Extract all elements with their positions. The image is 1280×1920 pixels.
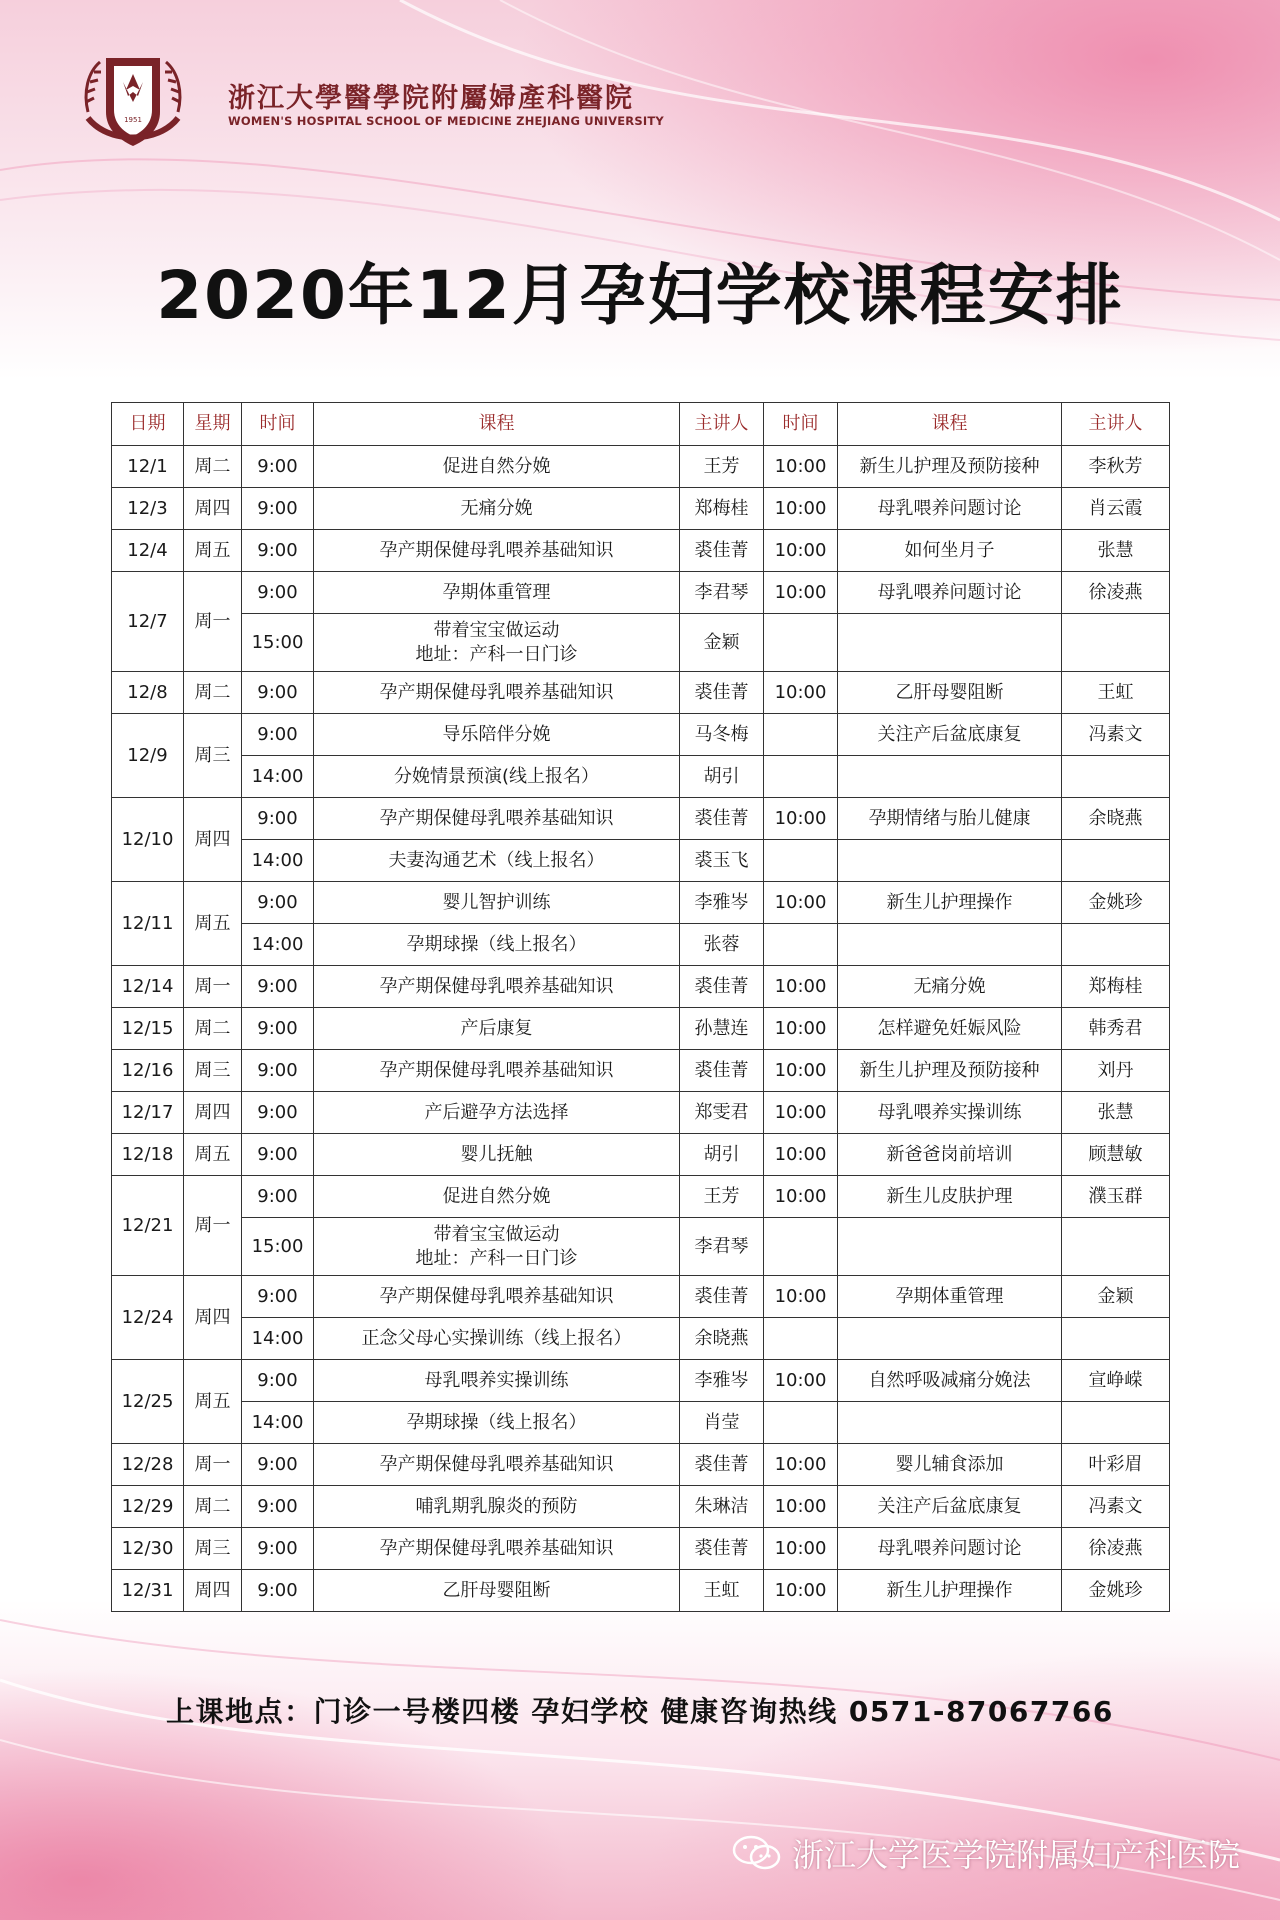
date-cell: 12/15: [112, 1008, 184, 1050]
date-cell: 12/24: [112, 1276, 184, 1360]
time-cell-1: 14:00: [242, 924, 314, 966]
table-row: [112, 530, 1170, 572]
course-cell-2: [838, 756, 1062, 798]
time-cell-2: 10:00: [764, 798, 838, 840]
weekday-cell: 周一: [184, 1176, 242, 1276]
lecturer-cell-1: 裘佳菁: [680, 966, 764, 1008]
date-cell: 12/7: [112, 572, 184, 672]
time-cell-1: 9:00: [242, 1050, 314, 1092]
course-cell-1: 孕产期保健母乳喂养基础知识: [314, 530, 680, 572]
course-cell-1: 孕产期保健母乳喂养基础知识: [314, 966, 680, 1008]
date-cell: 12/17: [112, 1092, 184, 1134]
footer-location-hotline: 上课地点：门诊一号楼四楼 孕妇学校 健康咨询热线 0571-87067766: [166, 1695, 1114, 1728]
course-title: 带着宝宝做运动: [433, 1223, 560, 1245]
time-cell-2: 10:00: [764, 1486, 838, 1528]
course-cell-1: 母乳喂养实操训练: [314, 1360, 680, 1402]
course-cell-1: 孕产期保健母乳喂养基础知识: [314, 1050, 680, 1092]
lecturer-cell-2: [1062, 1402, 1170, 1444]
table-row: [112, 1276, 1170, 1318]
course-cell-2: 关注产后盆底康复: [838, 1486, 1062, 1528]
lecturer-cell-2: [1062, 1218, 1170, 1276]
lecturer-cell-2: 王虹: [1062, 672, 1170, 714]
course-cell-2: 孕期体重管理: [838, 1276, 1062, 1318]
table-row: [112, 1318, 1170, 1360]
lecturer-cell-2: 冯素文: [1062, 714, 1170, 756]
course-cell-2: [838, 840, 1062, 882]
course-cell-1: 分娩情景预演(线上报名）: [314, 756, 680, 798]
hospital-name-en: WOMEN'S HOSPITAL SCHOOL OF MEDICINE ZHEJIANG UNIVERSITY: [228, 114, 664, 128]
table-row: [112, 614, 1170, 672]
lecturer-cell-1: 裘佳菁: [680, 798, 764, 840]
date-cell: 12/11: [112, 882, 184, 966]
course-cell-2: 母乳喂养问题讨论: [838, 572, 1062, 614]
lecturer-cell-2: 顾慧敏: [1062, 1134, 1170, 1176]
course-cell-1: 促进自然分娩: [314, 446, 680, 488]
logo-year: 1951: [124, 116, 142, 124]
time-cell-2: 10:00: [764, 488, 838, 530]
date-cell: 12/28: [112, 1444, 184, 1486]
course-cell-2: 如何坐月子: [838, 530, 1062, 572]
course-cell-2: 新生儿皮肤护理: [838, 1176, 1062, 1218]
date-cell: 12/1: [112, 446, 184, 488]
hospital-name-cn: 浙江大學醫學院附屬婦產科醫院: [228, 83, 634, 114]
weekday-cell: 周二: [184, 672, 242, 714]
course-cell-1: 正念父母心实操训练（线上报名）: [314, 1318, 680, 1360]
course-cell-1: 哺乳期乳腺炎的预防: [314, 1486, 680, 1528]
course-address: 地址：产科一日门诊: [415, 643, 578, 665]
lecturer-cell-1: 张蓉: [680, 924, 764, 966]
time-cell-1: 9:00: [242, 446, 314, 488]
course-cell-1: 婴儿智护训练: [314, 882, 680, 924]
course-cell-1: 孕期球操（线上报名）: [314, 1402, 680, 1444]
time-cell-2: [764, 714, 838, 756]
weekday-cell: 周三: [184, 1050, 242, 1092]
course-cell-2: 无痛分娩: [838, 966, 1062, 1008]
lecturer-cell-2: 宣峥嵘: [1062, 1360, 1170, 1402]
date-cell: 12/14: [112, 966, 184, 1008]
lecturer-cell-1: 胡引: [680, 1134, 764, 1176]
lecturer-cell-2: 张慧: [1062, 1092, 1170, 1134]
course-cell-1: 无痛分娩: [314, 488, 680, 530]
time-cell-1: 9:00: [242, 488, 314, 530]
date-cell: 12/10: [112, 798, 184, 882]
table-row: [112, 924, 1170, 966]
course-cell-2: [838, 1402, 1062, 1444]
time-cell-2: 10:00: [764, 1528, 838, 1570]
lecturer-cell-2: 金姚珍: [1062, 882, 1170, 924]
weekday-cell: 周四: [184, 488, 242, 530]
time-cell-2: 10:00: [764, 1176, 838, 1218]
lecturer-cell-1: 裘佳菁: [680, 1050, 764, 1092]
course-cell-2: 新生儿护理操作: [838, 882, 1062, 924]
table-row: [112, 1050, 1170, 1092]
weekday-cell: 周三: [184, 1528, 242, 1570]
weekday-cell: 周三: [184, 714, 242, 798]
time-cell-2: 10:00: [764, 1444, 838, 1486]
time-cell-1: 9:00: [242, 966, 314, 1008]
lecturer-cell-1: 李君琴: [680, 572, 764, 614]
course-cell-2: 孕期情绪与胎儿健康: [838, 798, 1062, 840]
lecturer-cell-1: 胡引: [680, 756, 764, 798]
course-cell-1: 乙肝母婴阻断: [314, 1570, 680, 1612]
date-cell: 12/3: [112, 488, 184, 530]
lecturer-cell-1: 裘佳菁: [680, 672, 764, 714]
lecturer-cell-1: 王芳: [680, 446, 764, 488]
table-row: [112, 672, 1170, 714]
course-cell-1: 孕产期保健母乳喂养基础知识: [314, 1528, 680, 1570]
time-cell-1: 9:00: [242, 1486, 314, 1528]
time-cell-2: [764, 614, 838, 672]
table-row: [112, 714, 1170, 756]
time-cell-2: [764, 1218, 838, 1276]
weekday-cell: 周四: [184, 1570, 242, 1612]
lecturer-cell-2: 刘丹: [1062, 1050, 1170, 1092]
date-cell: 12/18: [112, 1134, 184, 1176]
wechat-icon: [732, 1835, 782, 1871]
time-cell-1: 9:00: [242, 672, 314, 714]
header-lecturer-2: 主讲人: [1062, 403, 1170, 446]
table-row: [112, 966, 1170, 1008]
schedule-body: [112, 446, 1170, 1612]
table-row: [112, 1008, 1170, 1050]
time-cell-1: 9:00: [242, 1444, 314, 1486]
time-cell-2: 10:00: [764, 672, 838, 714]
table-row: [112, 1528, 1170, 1570]
lecturer-cell-1: 李雅岑: [680, 882, 764, 924]
course-cell-1: 夫妻沟通艺术（线上报名）: [314, 840, 680, 882]
course-cell-1: 促进自然分娩: [314, 1176, 680, 1218]
lecturer-cell-1: 余晓燕: [680, 1318, 764, 1360]
time-cell-2: 10:00: [764, 966, 838, 1008]
course-cell-2: [838, 1318, 1062, 1360]
course-cell-2: [838, 1218, 1062, 1276]
time-cell-1: 9:00: [242, 1528, 314, 1570]
time-cell-2: 10:00: [764, 572, 838, 614]
lecturer-cell-1: 马冬梅: [680, 714, 764, 756]
weekday-cell: 周四: [184, 1276, 242, 1360]
table-row: [112, 1402, 1170, 1444]
course-cell-2: 新生儿护理及预防接种: [838, 1050, 1062, 1092]
table-row: [112, 1176, 1170, 1218]
date-cell: 12/30: [112, 1528, 184, 1570]
lecturer-cell-2: 叶彩眉: [1062, 1444, 1170, 1486]
header-date: 日期: [112, 403, 184, 446]
lecturer-cell-1: 裘佳菁: [680, 1528, 764, 1570]
date-cell: 12/25: [112, 1360, 184, 1444]
lecturer-cell-1: 裘玉飞: [680, 840, 764, 882]
course-cell-1: 孕产期保健母乳喂养基础知识: [314, 1276, 680, 1318]
lecturer-cell-1: 孙慧连: [680, 1008, 764, 1050]
course-cell-1: 产后避孕方法选择: [314, 1092, 680, 1134]
time-cell-1: 9:00: [242, 1176, 314, 1218]
time-cell-2: 10:00: [764, 1276, 838, 1318]
lecturer-cell-1: 裘佳菁: [680, 530, 764, 572]
table-row: [112, 1570, 1170, 1612]
time-cell-2: 10:00: [764, 882, 838, 924]
weekday-cell: 周五: [184, 1134, 242, 1176]
header-time-1: 时间: [242, 403, 314, 446]
table-row: [112, 1486, 1170, 1528]
date-cell: 12/8: [112, 672, 184, 714]
weekday-cell: 周一: [184, 572, 242, 672]
course-cell-1: 婴儿抚触: [314, 1134, 680, 1176]
course-cell-2: 新爸爸岗前培训: [838, 1134, 1062, 1176]
weekday-cell: 周二: [184, 446, 242, 488]
table-row: [112, 1134, 1170, 1176]
lecturer-cell-2: 肖云霞: [1062, 488, 1170, 530]
course-cell-2: 母乳喂养问题讨论: [838, 1528, 1062, 1570]
time-cell-1: 9:00: [242, 798, 314, 840]
weekday-cell: 周四: [184, 1092, 242, 1134]
weekday-cell: 周四: [184, 798, 242, 882]
table-row: [112, 572, 1170, 614]
time-cell-2: 10:00: [764, 1134, 838, 1176]
hospital-logo: [78, 52, 188, 152]
time-cell-2: 10:00: [764, 530, 838, 572]
course-cell-2: [838, 614, 1062, 672]
time-cell-1: 14:00: [242, 1318, 314, 1360]
lecturer-cell-1: 李君琴: [680, 1218, 764, 1276]
table-row: [112, 1092, 1170, 1134]
table-row: [112, 798, 1170, 840]
date-cell: 12/31: [112, 1570, 184, 1612]
time-cell-1: 9:00: [242, 882, 314, 924]
time-cell-1: 14:00: [242, 1402, 314, 1444]
time-cell-2: [764, 1402, 838, 1444]
table-row: [112, 756, 1170, 798]
time-cell-1: 14:00: [242, 756, 314, 798]
lecturer-cell-2: [1062, 756, 1170, 798]
time-cell-2: 10:00: [764, 1360, 838, 1402]
course-cell-2: 怎样避免妊娠风险: [838, 1008, 1062, 1050]
lecturer-cell-2: 李秋芳: [1062, 446, 1170, 488]
table-header-row: [112, 403, 1170, 446]
weekday-cell: 周五: [184, 530, 242, 572]
time-cell-1: 9:00: [242, 1134, 314, 1176]
time-cell-2: [764, 756, 838, 798]
time-cell-2: [764, 1318, 838, 1360]
lecturer-cell-2: [1062, 840, 1170, 882]
weekday-cell: 周二: [184, 1486, 242, 1528]
course-title: 带着宝宝做运动: [433, 619, 560, 641]
hospital-header: [78, 52, 664, 152]
lecturer-cell-2: 徐凌燕: [1062, 1528, 1170, 1570]
header-time-2: 时间: [764, 403, 838, 446]
course-cell-2: 乙肝母婴阻断: [838, 672, 1062, 714]
course-cell-1: 孕期球操（线上报名）: [314, 924, 680, 966]
course-cell-2: 母乳喂养实操训练: [838, 1092, 1062, 1134]
lecturer-cell-1: 朱琳洁: [680, 1486, 764, 1528]
lecturer-cell-1: 金颖: [680, 614, 764, 672]
time-cell-1: 9:00: [242, 1008, 314, 1050]
time-cell-1: 9:00: [242, 1570, 314, 1612]
weekday-cell: 周一: [184, 1444, 242, 1486]
header-weekday: 星期: [184, 403, 242, 446]
lecturer-cell-1: 郑梅桂: [680, 488, 764, 530]
wechat-account-name: 浙江大学医学院附属妇产科医院: [791, 1836, 1240, 1874]
time-cell-1: 9:00: [242, 572, 314, 614]
header-course-2: 课程: [838, 403, 1062, 446]
time-cell-2: 10:00: [764, 1570, 838, 1612]
course-cell-2: 新生儿护理操作: [838, 1570, 1062, 1612]
lecturer-cell-2: 徐凌燕: [1062, 572, 1170, 614]
lecturer-cell-2: [1062, 614, 1170, 672]
table-row: [112, 446, 1170, 488]
time-cell-1: 9:00: [242, 530, 314, 572]
lecturer-cell-1: 肖莹: [680, 1402, 764, 1444]
weekday-cell: 周一: [184, 966, 242, 1008]
course-cell-1: 孕期体重管理: [314, 572, 680, 614]
lecturer-cell-1: 李雅岑: [680, 1360, 764, 1402]
course-cell-2: 自然呼吸减痛分娩法: [838, 1360, 1062, 1402]
course-address: 地址：产科一日门诊: [415, 1247, 578, 1269]
course-cell-2: 关注产后盆底康复: [838, 714, 1062, 756]
lecturer-cell-1: 郑雯君: [680, 1092, 764, 1134]
lecturer-cell-1: 裘佳菁: [680, 1444, 764, 1486]
time-cell-2: 10:00: [764, 1050, 838, 1092]
lecturer-cell-1: 裘佳菁: [680, 1276, 764, 1318]
date-cell: 12/4: [112, 530, 184, 572]
wechat-watermark: [732, 1830, 1240, 1876]
lecturer-cell-1: 王芳: [680, 1176, 764, 1218]
lecturer-cell-2: 濮玉群: [1062, 1176, 1170, 1218]
lecturer-cell-2: 余晓燕: [1062, 798, 1170, 840]
time-cell-1: 9:00: [242, 1360, 314, 1402]
weekday-cell: 周五: [184, 882, 242, 966]
course-cell-2: 母乳喂养问题讨论: [838, 488, 1062, 530]
header-lecturer-1: 主讲人: [680, 403, 764, 446]
course-cell-2: [838, 924, 1062, 966]
time-cell-2: [764, 924, 838, 966]
time-cell-1: 15:00: [242, 614, 314, 672]
course-cell-1: [314, 614, 680, 672]
course-cell-1: [314, 1218, 680, 1276]
lecturer-cell-2: 张慧: [1062, 530, 1170, 572]
weekday-cell: 周二: [184, 1008, 242, 1050]
lecturer-cell-2: 韩秀君: [1062, 1008, 1170, 1050]
table-row: [112, 488, 1170, 530]
course-cell-2: 婴儿辅食添加: [838, 1444, 1062, 1486]
course-cell-1: 孕产期保健母乳喂养基础知识: [314, 672, 680, 714]
course-cell-1: 孕产期保健母乳喂养基础知识: [314, 798, 680, 840]
table-row: [112, 840, 1170, 882]
lecturer-cell-1: 王虹: [680, 1570, 764, 1612]
time-cell-2: 10:00: [764, 446, 838, 488]
time-cell-1: 14:00: [242, 840, 314, 882]
course-cell-1: 导乐陪伴分娩: [314, 714, 680, 756]
weekday-cell: 周五: [184, 1360, 242, 1444]
course-cell-2: 新生儿护理及预防接种: [838, 446, 1062, 488]
course-cell-1: 孕产期保健母乳喂养基础知识: [314, 1444, 680, 1486]
table-row: [112, 1218, 1170, 1276]
time-cell-2: 10:00: [764, 1092, 838, 1134]
table-row: [112, 1444, 1170, 1486]
schedule-table: [111, 402, 1170, 1612]
date-cell: 12/21: [112, 1176, 184, 1276]
date-cell: 12/9: [112, 714, 184, 798]
table-row: [112, 882, 1170, 924]
page-title: 2020年12月孕妇学校课程安排: [156, 257, 1124, 334]
time-cell-1: 15:00: [242, 1218, 314, 1276]
lecturer-cell-2: 金姚珍: [1062, 1570, 1170, 1612]
time-cell-1: 9:00: [242, 714, 314, 756]
date-cell: 12/29: [112, 1486, 184, 1528]
lecturer-cell-2: [1062, 924, 1170, 966]
lecturer-cell-2: 冯素文: [1062, 1486, 1170, 1528]
lecturer-cell-2: [1062, 1318, 1170, 1360]
time-cell-2: 10:00: [764, 1008, 838, 1050]
time-cell-1: 9:00: [242, 1092, 314, 1134]
time-cell-1: 9:00: [242, 1276, 314, 1318]
header-course-1: 课程: [314, 403, 680, 446]
lecturer-cell-2: 郑梅桂: [1062, 966, 1170, 1008]
course-cell-1: 产后康复: [314, 1008, 680, 1050]
lecturer-cell-2: 金颖: [1062, 1276, 1170, 1318]
time-cell-2: [764, 840, 838, 882]
table-row: [112, 1360, 1170, 1402]
date-cell: 12/16: [112, 1050, 184, 1092]
